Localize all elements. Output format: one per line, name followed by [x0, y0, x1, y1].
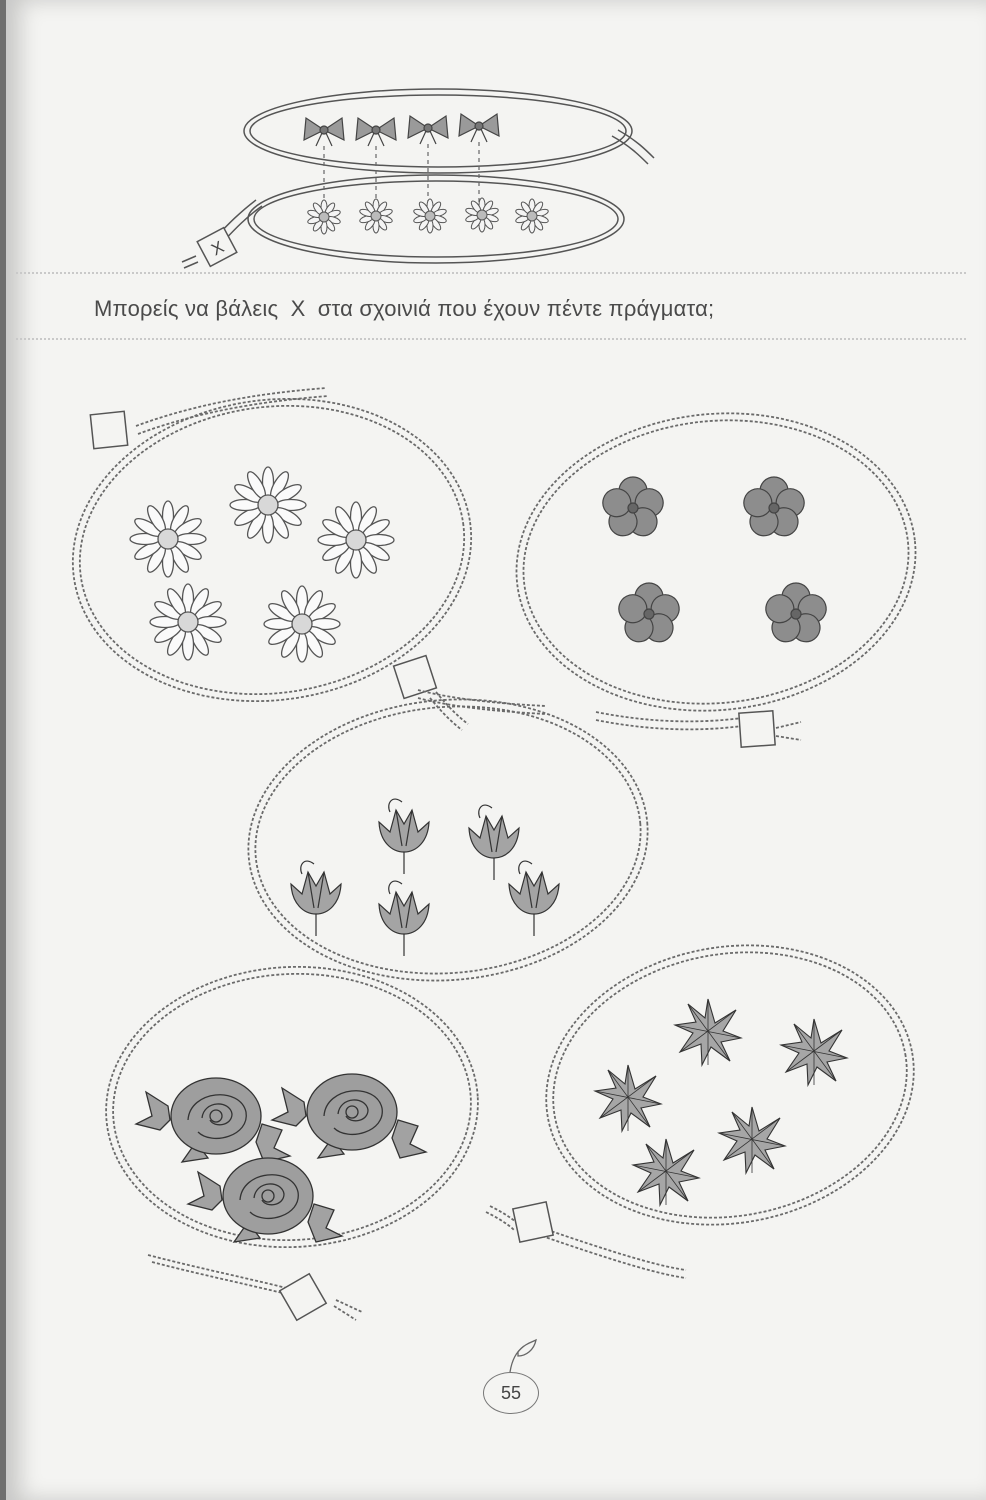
instruction-part-2: στα σχοινιά που έχουν πέντε πράγματα;: [317, 296, 715, 321]
instruction-part-1: Μπορείς να βάλεις: [94, 296, 279, 321]
example-mark-layer: [6, 0, 986, 1500]
example-x-mark: X: [208, 237, 228, 260]
worksheet-page: [6, 0, 986, 1500]
page-number: 55: [483, 1372, 539, 1414]
instruction-mark: X: [290, 296, 306, 321]
